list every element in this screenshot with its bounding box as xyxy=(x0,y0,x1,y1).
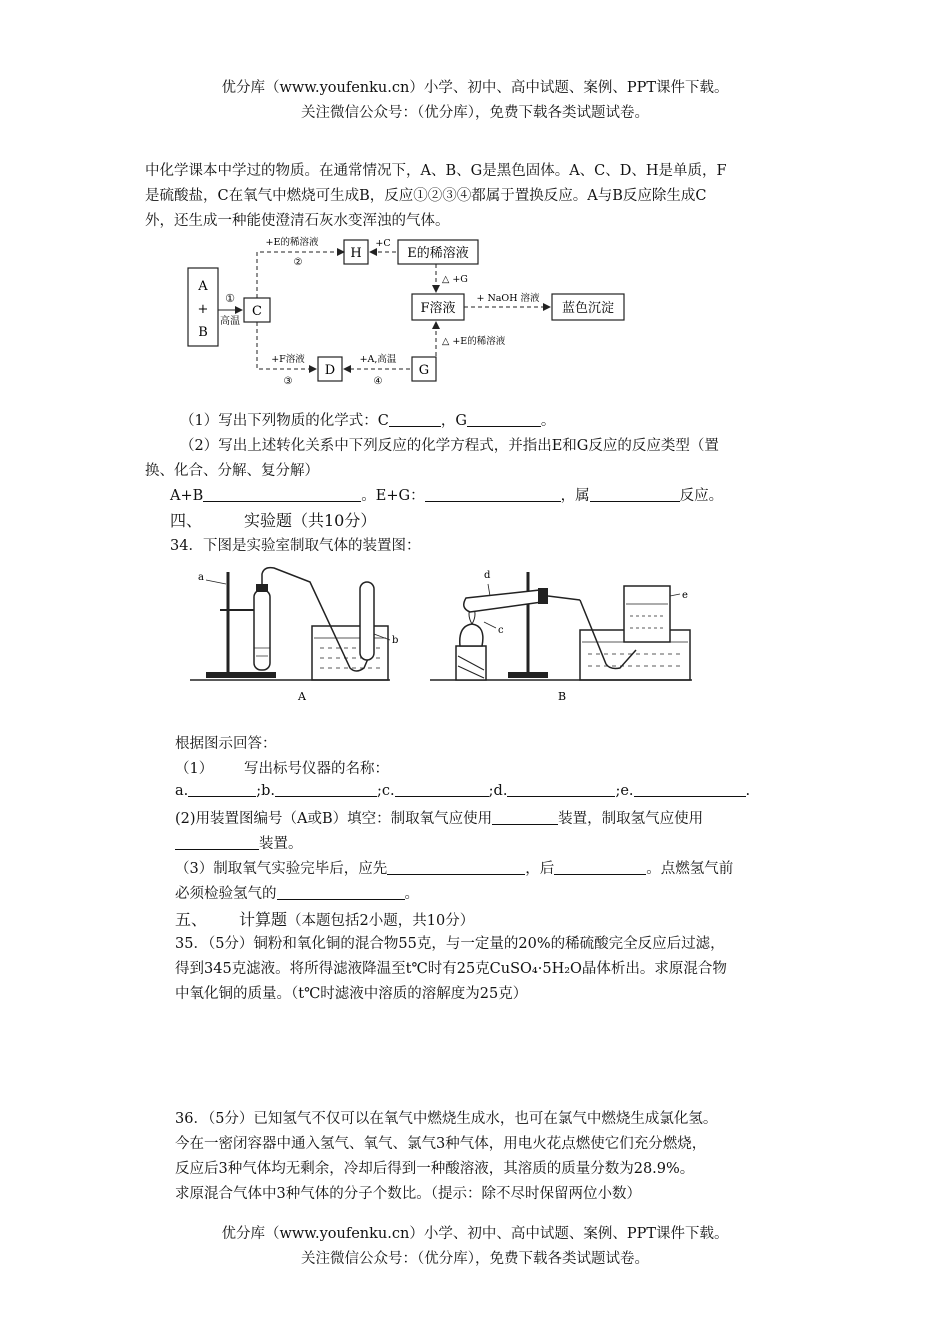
q34-names-row: a. ;b. ;c. ;d. ;e. . xyxy=(175,783,751,799)
answer-blank-b[interactable] xyxy=(275,782,377,797)
q33-part1: （1）写出下列物质的化学式：C ，G 。 xyxy=(180,413,556,429)
box-h-label: H xyxy=(350,246,362,261)
answer-blank-second-step[interactable] xyxy=(554,860,646,875)
section-5-note: （本题包括2小题，共10分） xyxy=(287,913,475,929)
answer-blank-hydrogen-apparatus[interactable] xyxy=(175,835,259,850)
q34-part3-line1: （3）制取氧气实验完毕后，应先 ，后 。点燃氢气前 xyxy=(175,861,734,877)
answer-blank-c[interactable] xyxy=(389,412,441,427)
q34-answer-intro: 根据图示回答： xyxy=(175,736,277,752)
q35-line-3: 中氧化铜的质量。（t℃时滤液中溶质的溶解度为25克） xyxy=(175,986,528,1002)
reaction-4-number: ④ xyxy=(373,376,383,387)
box-c-label: C xyxy=(252,304,262,319)
intro-line-1: 中化学课本中学过的物质。在通常情况下，A、B、G是黑色固体。A、C、D、H是单质，F xyxy=(145,163,727,179)
intro-line-3: 外，还生成一种能使澄清石灰水变浑浊的气体。 xyxy=(145,213,450,229)
figure-b-caption: B xyxy=(558,690,567,703)
reaction-3-number: ③ xyxy=(283,376,293,387)
answer-blank-type[interactable] xyxy=(590,487,680,502)
alcohol-lamp-b xyxy=(460,624,483,646)
section-4-number: 四、 xyxy=(170,511,203,530)
footer-line-2: 关注微信公众号：（优分库），免费下载各类试题试卷。 xyxy=(301,1251,649,1267)
water-trough-a xyxy=(312,626,388,680)
label-d: d xyxy=(484,570,491,581)
answer-blank-d[interactable] xyxy=(507,782,615,797)
q36-line-4: 求原混合气体中3种气体的分子个数比。（提示：除不尽时保留两位小数） xyxy=(175,1186,641,1202)
apparatus-b-figure xyxy=(430,560,692,706)
q34-part2-line1: (2)用装置图编号（A或B）填空：制取氧气应使用 装置，制取氢气应使用 xyxy=(175,811,704,827)
q35-line-1: 35．（5分）铜粉和氧化铜的混合物55克，与一定量的20%的稀硫酸完全反应后过滤， xyxy=(175,936,725,952)
q34-part2-line2: 装置。 xyxy=(175,832,303,853)
label-b: b xyxy=(392,635,398,646)
box-g-label: G xyxy=(418,363,430,378)
answer-blank-oxygen-apparatus[interactable] xyxy=(492,810,558,825)
test-tube-a xyxy=(254,590,270,670)
box-b-label: B xyxy=(198,325,208,340)
gas-collecting-tube-a xyxy=(360,582,374,660)
plus-c-label: +C xyxy=(375,238,391,249)
box-f-label: F溶液 xyxy=(420,301,456,316)
box-e-dilute-label: E的稀溶液 xyxy=(407,246,469,261)
delivery-tube-a xyxy=(262,568,370,671)
section-4-title: 实验题（共10分） xyxy=(244,511,377,530)
header-line-2: 关注微信公众号：（优分库），免费下载各类试题试卷。 xyxy=(301,105,649,121)
q35-line-2: 得到345克滤液。将所得滤液降温至t℃时有25克CuSO₄·5H₂O晶体析出。求原混合物 xyxy=(175,961,727,977)
q36-line-3: 反应后3种气体均无剩余，冷却后得到一种酸溶液，其溶质的质量分数为28.9%。 xyxy=(175,1161,695,1177)
stand-base-a xyxy=(206,672,276,678)
q33-part2-answers: A+B 。E+G： ，属 反应。 xyxy=(170,488,724,504)
q34-part1-text: 写出标号仪器的名称： xyxy=(244,761,389,777)
answer-blank-a[interactable] xyxy=(188,782,256,797)
naoh-label: + NaOH 溶液 xyxy=(476,293,540,304)
gas-bottle-b xyxy=(624,586,670,642)
test-tube-b xyxy=(464,590,542,612)
answer-blank-cc[interactable] xyxy=(395,782,489,797)
intro-line-2: 是硫酸盐，C在氧气中燃烧可生成B，反应①②③④都属于置换反应。A与B反应除生成C xyxy=(145,188,707,204)
box-plus-label: + xyxy=(197,302,209,317)
q34-stem: 34．下图是实验室制取气体的装置图： xyxy=(170,538,421,554)
box-a-label: A xyxy=(198,279,208,294)
q33-part2-line2: 换、化合、分解、复分解） xyxy=(145,463,319,479)
triangle-g-label: △ +G xyxy=(442,274,468,285)
answer-blank-g[interactable] xyxy=(467,412,541,427)
answer-blank-eg[interactable] xyxy=(425,487,561,502)
reaction-flow-diagram xyxy=(180,232,640,392)
section-5-number: 五、 xyxy=(175,910,208,929)
q36-line-2: 今在一密闭容器中通入氢气、氧气、氯气3种气体，用电火花点燃使它们充分燃烧， xyxy=(175,1136,707,1152)
reaction-3-label: +F溶液 xyxy=(271,354,305,365)
q34-part3-line2: 必须检验氢气的 。 xyxy=(175,886,419,902)
q36-line-1: 36．（5分）已知氢气不仅可以在氧气中燃烧生成水，也可在氯气中燃烧生成氯化氢。 xyxy=(175,1111,718,1127)
reaction-1-number: ① xyxy=(225,292,235,305)
box-d-label: D xyxy=(324,363,336,378)
q33-part2-line1: （2）写出上述转化关系中下列反应的化学方程式，并指出E和G反应的反应类型（置 xyxy=(180,438,719,454)
triangle-e-label: △ +E的稀溶液 xyxy=(442,336,506,347)
header-line-1: 优分库（www.youfenku.cn）小学、初中、高中试题、案例、PPT课件下载。 xyxy=(221,80,729,96)
reaction-2-label: +E的稀溶液 xyxy=(265,237,319,248)
answer-blank-ab[interactable] xyxy=(203,487,361,502)
apparatus-a-figure xyxy=(190,560,398,706)
label-c: c xyxy=(498,625,504,636)
box-blue-ppt-label: 蓝色沉淀 xyxy=(561,301,615,316)
answer-blank-hydrogen-check[interactable] xyxy=(277,885,405,900)
label-a: a xyxy=(198,572,204,583)
reaction-4-label: +A,高温 xyxy=(359,354,397,365)
footer-line-1: 优分库（www.youfenku.cn）小学、初中、高中试题、案例、PPT课件下载。 xyxy=(221,1226,729,1242)
reaction-1-condition: 高温 xyxy=(220,316,240,327)
answer-blank-e[interactable] xyxy=(634,782,746,797)
figure-a-caption: A xyxy=(298,690,306,703)
reaction-2-number: ② xyxy=(293,257,303,268)
section-5-heading xyxy=(175,907,474,930)
section-5-title: 计算题 xyxy=(239,910,288,929)
q34-part1-number: （1） xyxy=(175,761,214,777)
label-e: e xyxy=(682,590,688,601)
answer-blank-first-step[interactable] xyxy=(387,860,525,875)
